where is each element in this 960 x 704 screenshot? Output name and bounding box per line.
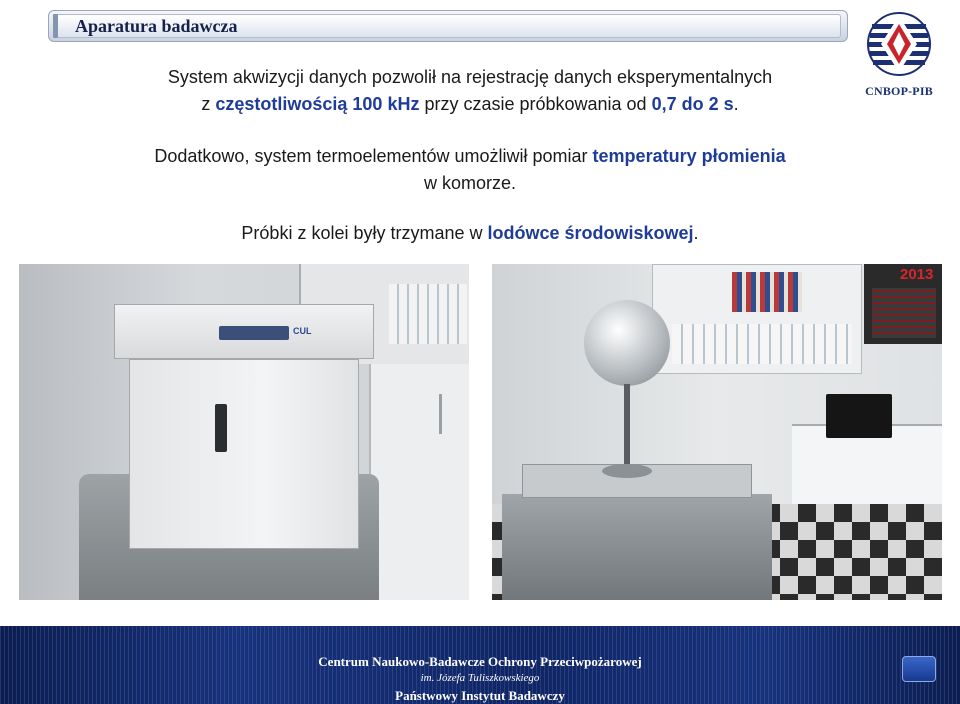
p3-text-a: Próbki z kolei były trzymane w [241,223,488,243]
p1-line2 [40,91,900,118]
photo-environmental-chamber [19,264,469,600]
p1-line1: System akwizycji danych pozwolił na rejestrację danych eksperymentalnych [167,67,773,87]
p2-line1 [40,143,900,170]
chamber-door-handle [215,404,227,452]
cupboard-handle [439,394,442,434]
chamber-base-plate [602,464,652,478]
slide-title-bar [48,10,848,42]
bottles-on-shelf [389,284,467,344]
chamber-support [624,384,630,474]
p2-text-a: Dodatkowo, system termoelementów umożliwił pomiar [154,146,593,166]
white-cupboard [369,364,469,600]
books-on-shelf [732,272,802,312]
title-accent-bar [53,14,58,38]
p1-text-a: z [201,94,216,114]
calendar-year: 2013 [900,266,934,283]
chamber-base-cabinet [502,494,772,600]
p1-text-c: . [733,94,739,114]
footer-text-block [300,626,660,704]
footer-patron: im. Józefa Tuliszkowskiego [420,672,540,684]
p3-highlight-fridge: lodówce środowiskowej [487,223,694,243]
p1-text-b: przy czasie próbkowania od [419,94,652,114]
footer-banner [0,626,960,704]
paragraph-thermocouples [40,143,900,197]
logo-text: CNBOP-PIB [865,84,933,98]
p2-highlight-temperature: temperatury płomienia [592,146,786,166]
paragraph-acquisition [40,64,900,118]
p2-line2: w komorze. [423,173,517,193]
footer-nav-button[interactable] [902,656,936,682]
chamber-brand-label: CUL [293,326,312,336]
calendar-grid [872,288,936,338]
photo-combustion-chamber [492,264,942,600]
p1-highlight-frequency: częstotliwością 100 kHz [215,94,420,114]
footer-institution: Centrum Naukowo-Badawcze Ochrony Przeciwpożarowej [318,654,642,669]
p1-highlight-time: 0,7 do 2 s [651,94,734,114]
slide-title: Aparatura badawcza [75,16,238,36]
chamber-door [129,359,359,549]
paragraph-samples [40,220,900,247]
laptop [826,394,892,438]
p3-text-b: . [693,223,699,243]
spherical-chamber [584,300,670,386]
lab-bottles [672,324,852,364]
footer-institute-type: Państwowy Instytut Badawczy [395,688,565,703]
chamber-display [219,326,289,340]
